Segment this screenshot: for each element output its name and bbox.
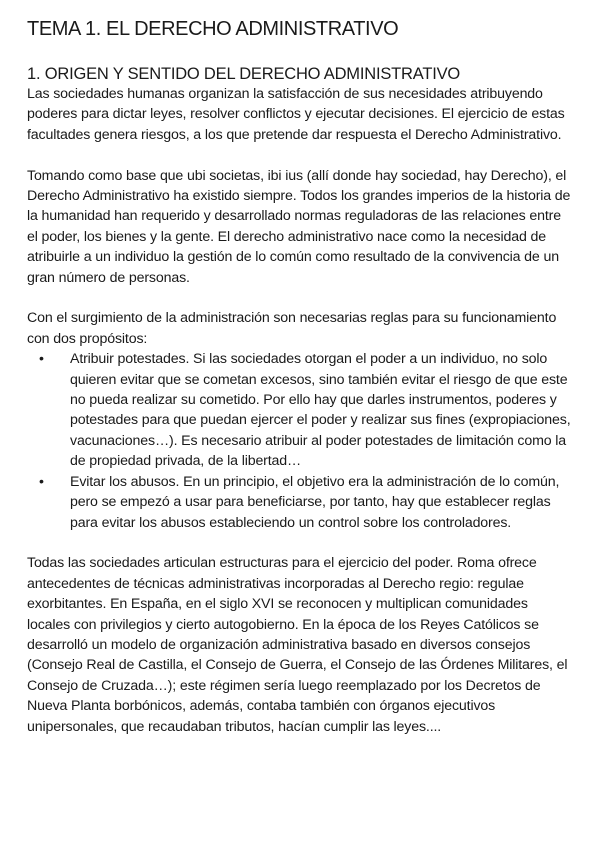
- bullet-marker: •: [39, 351, 44, 368]
- bullet-marker: •: [39, 473, 44, 490]
- list-item-text: Evitar los abusos. En un principio, el objetivo era la administración de lo común, pero se empezó a usar para beneficiarse, por tanto, hay que establecer reglas para evitar los abusos estableciendo un control sobre los controladores.: [70, 473, 560, 531]
- paragraph-4: Todas las sociedades articulan estructuras para el ejercicio del poder. Roma ofrece antecedentes de técnicas administrativas incorporadas al Derecho regio: regulae exorbitantes. En España, en el siglo XVI se reconocen y multiplican comunidades locales con privilegios y cierto autogobierno. En la época de los Reyes Católicos se desarrolló un modelo de organización administrativa basado en diversos consejos (Consejo Real de Castilla, el Consejo de Guerra, el Consejo de las Órdenes Militares, el Consejo de Cruzada…); este régimen sería luego reemplazado por los Decretos de Nueva Planta borbónicos, además, contaba también con órganos ejecutivos unipersonales, que recaudaban tributos, hacían cumplir las leyes....: [27, 555, 568, 735]
- list-item-text: Atribuir potestades. Si las sociedades otorgan el poder a un individuo, no solo quieren evitar que se cometan excesos, sino también evitar el riesgo de que este no pueda realizar su cometido. Por ello hay que darles instrumentos, poderes y potestades para que puedan ejercer el poder y realizar sus fines (expropiaciones, vacunaciones…). Es necesario atribuir al poder potestades de limitación como la de propiedad privada, de la libertad…: [70, 351, 571, 470]
- list-item: [27, 349, 573, 471]
- document-title: TEMA 1. EL DERECHO ADMINISTRATIVO: [27, 18, 399, 40]
- paragraph-3: Con el surgimiento de la administración son necesarias reglas para su funcionamiento con dos propósitos:: [27, 310, 557, 347]
- purposes-list: [27, 349, 573, 533]
- section-title: 1. ORIGEN Y SENTIDO DEL DERECHO ADMINISTRATIVO: [27, 65, 461, 83]
- paragraph-2: Tomando como base que ubi societas, ibi ius (allí donde hay sociedad, hay Derecho), el Derecho Administrativo ha existido siempre. Todos los grandes imperios de la historia de la humanidad han requerido y desarrollado normas reguladoras de las relaciones entre el poder, los bienes y la gente. El derecho administrativo nace como la necesidad de atribuirle a un individuo la gestión de lo común como resultado de la convivencia de un gran número de personas.: [27, 167, 571, 286]
- paragraph-1: Las sociedades humanas organizan la satisfacción de sus necesidades atribuyendo poderes para dictar leyes, resolver conflictos y ejecutar decisiones. El ejercicio de estas facultades genera riesgos, a los que pretende dar respuesta el Derecho Administrativo.: [27, 86, 565, 143]
- list-item: [27, 472, 573, 533]
